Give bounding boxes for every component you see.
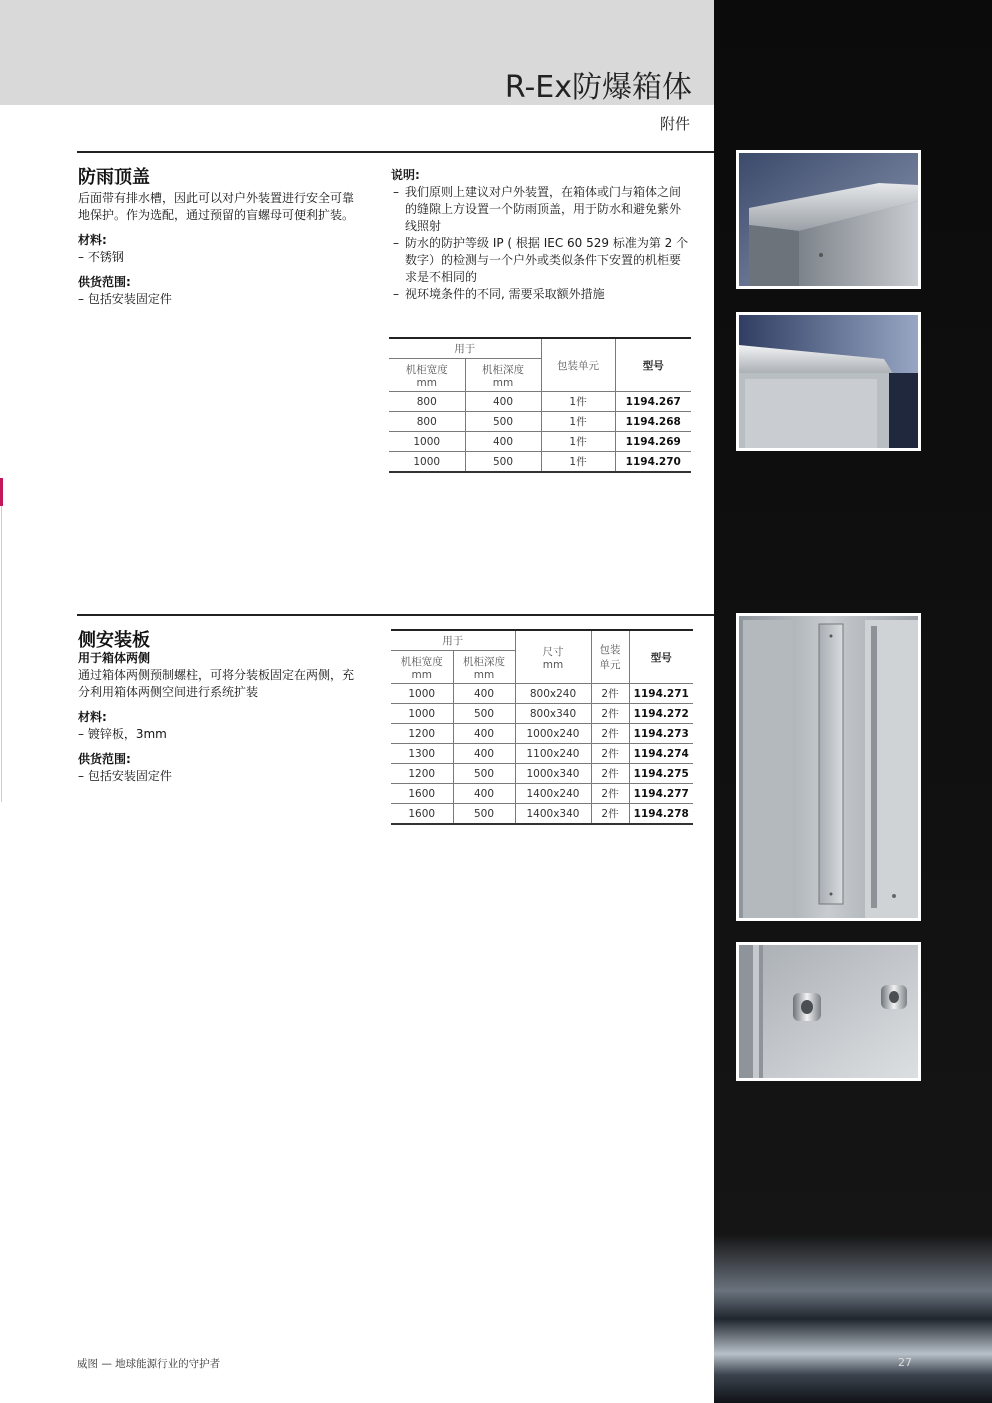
table-header-pack: 包装 单元: [591, 630, 629, 684]
note-item: – 视环境条件的不同, 需要采取额外措施: [391, 286, 691, 303]
page-number: 27: [898, 1356, 912, 1369]
table-header-pack: 包装单元: [541, 338, 615, 392]
table-row: 800 400 1件 1194.267: [389, 392, 691, 412]
section2-material-label: 材料:: [78, 710, 107, 724]
section2-text: [78, 650, 360, 785]
section-rule-top: [77, 151, 714, 153]
table-group-header: 用于: [389, 338, 541, 359]
table-row: 1000 500 800x340 2件 1194.272: [391, 704, 693, 724]
edge-accent-mark: [0, 478, 3, 506]
table-header-depth: 机柜深度 mm: [465, 359, 541, 392]
section2-title: 侧安装板: [78, 630, 150, 651]
section1-material-label: 材料:: [78, 233, 107, 247]
section1-supply-label: 供货范围:: [78, 275, 131, 289]
table-row: 1000 500 1件 1194.270: [389, 452, 691, 473]
table-row: 1000 400 1件 1194.269: [389, 432, 691, 452]
table-header-width: 机柜宽度 mm: [389, 359, 465, 392]
table-header-depth: 机柜深度 mm: [453, 651, 515, 684]
side-panel-table: [391, 629, 693, 825]
section2-subtitle: 用于箱体两侧: [78, 651, 151, 665]
note-item: – 防水的防护等级 IP ( 根据 IEC 60 529 标准为第 2 个数字）的检测与一个户外或类似条件下安置的机柜要求是不相同的: [391, 235, 691, 286]
notes-label: 说明:: [391, 168, 420, 182]
note-item: – 我们原则上建议对户外装置，在箱体或门与箱体之间的缝隙上方设置一个防雨顶盖，用于防水和避免紫外线照射: [391, 184, 691, 235]
rain-canopy-photo-1: [736, 150, 921, 289]
section1-text: [78, 190, 360, 308]
table-row: 1600 400 1400x240 2件 1194.277: [391, 784, 693, 804]
side-panel-photo-2: [736, 942, 921, 1081]
section2-material-value: – 镀锌板，3mm: [78, 727, 167, 741]
table-row: 1600 500 1400x340 2件 1194.278: [391, 804, 693, 825]
table-header-size: 尺寸 mm: [515, 630, 591, 684]
section-rule-middle: [77, 614, 714, 616]
section1-title: 防雨顶盖: [78, 167, 150, 188]
side-panel-photo-1: [736, 613, 921, 921]
edge-line: [1, 506, 2, 802]
section1-supply-value: – 包括安装固定件: [78, 292, 172, 306]
footer-tagline: 威图 — 地球能源行业的守护者: [77, 1358, 221, 1370]
table-header-model: 型号: [629, 630, 693, 684]
table-row: 1200 400 1000x240 2件 1194.273: [391, 724, 693, 744]
table-header-model: 型号: [615, 338, 691, 392]
section1-material-value: – 不锈钢: [78, 250, 124, 264]
page-title: R-Ex防爆箱体: [504, 70, 692, 105]
section2-supply-value: – 包括安装固定件: [78, 769, 172, 783]
section2-supply-label: 供货范围:: [78, 752, 131, 766]
table-group-header: 用于: [391, 630, 515, 651]
table-row: 1000 400 800x240 2件 1194.271: [391, 684, 693, 704]
page-subtitle: 附件: [659, 115, 690, 133]
section1-description: 后面带有排水槽，因此可以对户外装置进行安全可靠地保护。作为选配，通过预留的盲螺母可便利扩装。: [78, 191, 355, 222]
rain-canopy-table: [389, 337, 691, 473]
table-row: 1200 500 1000x340 2件 1194.275: [391, 764, 693, 784]
table-row: 1300 400 1100x240 2件 1194.274: [391, 744, 693, 764]
section2-description: 通过箱体两侧预制螺柱，可将分装板固定在两侧，充分利用箱体两侧空间进行系统扩装: [78, 668, 355, 699]
table-row: 800 500 1件 1194.268: [389, 412, 691, 432]
section1-notes: [391, 167, 691, 303]
table-header-width: 机柜宽度 mm: [391, 651, 453, 684]
rain-canopy-photo-2: [736, 312, 921, 451]
